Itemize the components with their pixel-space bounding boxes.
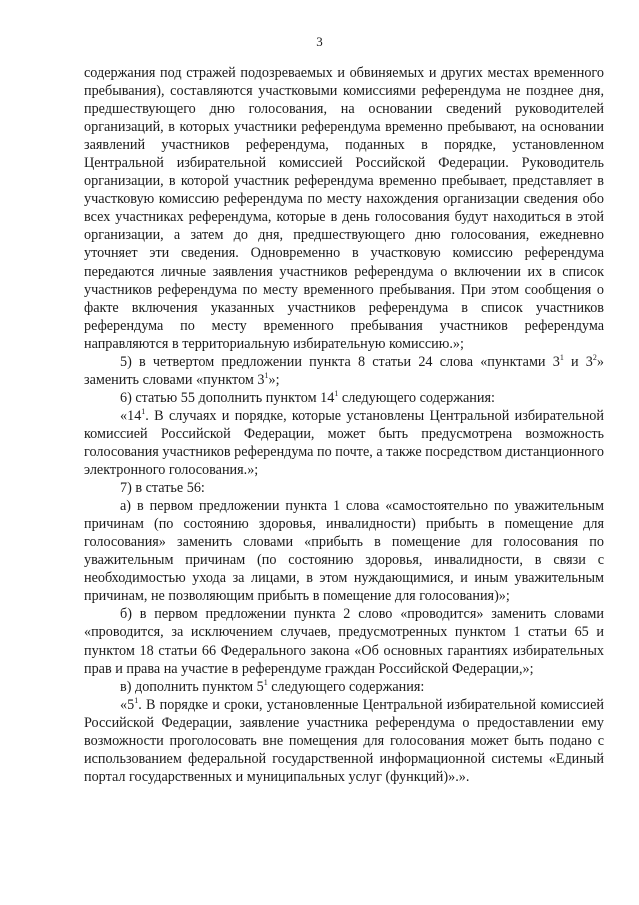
item-6-quote-text-1: «14 <box>120 407 142 424</box>
item-7c-sup-1: 1 <box>263 677 268 687</box>
item-7c-quote-text-2: . В порядке и сроки, установленные Центральной избирательной комиссией Российской Федерации, заявление участника референдума о предоставлении ему возможности проголосовать вне помещения для голосования может быть подано с использованием федеральной государственной информационной системы «Единый портал государственных и муниципальных услуг (функций)».». <box>84 696 604 785</box>
item-6-quote-sup-1: 1 <box>141 406 146 416</box>
item-5-sup-3: 1 <box>264 370 269 380</box>
item-7c-text-2: следующего содержания: <box>267 678 425 695</box>
item-7c-quote-paragraph <box>84 696 604 786</box>
item-7c-quote-text-1: «5 <box>120 696 135 713</box>
item-5-text-1: 5) в четвертом предложении пункта 8 статьи 24 слова «пунктами 3 <box>120 353 560 370</box>
document-body <box>84 64 604 786</box>
item-6-sup-1: 1 <box>334 388 339 398</box>
item-7c-text-1: в) дополнить пунктом 5 <box>120 678 264 695</box>
page-number: 3 <box>316 34 323 49</box>
item-7-paragraph: 7) в статье 56: <box>120 480 205 497</box>
item-6-text-2: следующего содержания: <box>338 389 495 406</box>
item-5-sup-2: 2 <box>592 352 597 362</box>
item-5-paragraph <box>84 353 604 389</box>
item-6-text-1: 6) статью 55 дополнить пунктом 14 <box>120 389 335 406</box>
item-5-text-4: »; <box>268 371 280 388</box>
item-5-text-2: и 3 <box>563 353 593 370</box>
item-6-quote-text-2: . В случаях и порядке, которые установлены Центральной избирательной комиссией Российской Федерации, может быть предусмотрена возможность голосования участников референдума по почте, а также посредством дистанционного электронного голосования.»; <box>84 407 604 479</box>
item-7b-paragraph: б) в первом предложении пункта 2 слово «проводится» заменить словами «проводится, за исключением случаев, предусмотренных пунктом 1 статьи 65 и пунктом 18 статьи 66 Федерального закона «Об основных гарантиях избирательных прав и права на участие в референдуме граждан Российской Федерации,»; <box>84 606 604 677</box>
item-5-sup-1: 1 <box>559 352 564 362</box>
item-6-quote-paragraph <box>84 407 604 479</box>
item-7c-paragraph <box>84 678 604 696</box>
paragraph-continuation: содержания под стражей подозреваемых и обвиняемых и других местах временного пребывания), составляются участковыми комиссиями референдума не позднее дня, предшествующего дню голосования, на основании сведений руководителей организаций, в которых участники референдума временно пребывают, на основании заявлений участников референдума, поданных в порядке, установленном Центральной избирательной комиссией Российской Федерации. Руководитель организации, в которой участник референдума временно пребывает, представляет в участковую комиссию референдума по месту нахождения организации сведения обо всех участниках референдума, которые в день голосования будут находиться в этой организации, а затем до дня, предшествующего дню голосования, ежедневно уточняет эти сведения. Одновременно в участковую комиссию референдума передаются личные заявления участников референдума о включении их в список участников референдума по месту временного пребывания. При этом сообщения о факте включения указанных участников референдума в список участников референдума по месту временного пребывания участников референдума направляются в территориальную избирательную комиссию.»; <box>84 65 604 352</box>
item-7c-quote-sup-1: 1 <box>134 695 139 705</box>
item-7a-paragraph: а) в первом предложении пункта 1 слова «самостоятельно по уважительным причинам (по состоянию здоровья, инвалидности) прибыть в помещение для голосования» заменить словами «прибыть в помещение для голосования по уважительным причинам (по состоянию здоровья, инвалидности, в связи с необходимостью ухода за лицами, в этом нуждающимися, и иным уважительным причинам, не позволяющим прибыть в помещение для голосования)»; <box>84 498 604 605</box>
item-6-paragraph <box>84 389 604 407</box>
item-5-text-3: » заменить словами «пунктом 3 <box>84 353 604 388</box>
